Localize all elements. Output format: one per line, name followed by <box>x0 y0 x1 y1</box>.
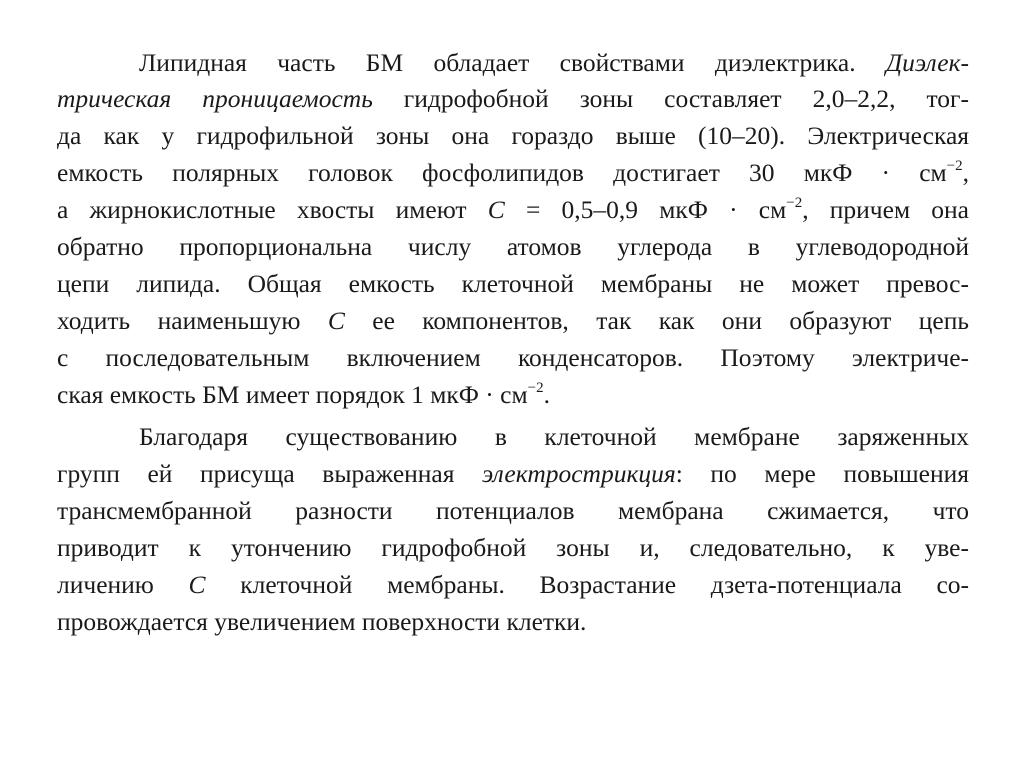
text-run: личению <box>57 570 189 599</box>
italic-text: С <box>327 306 345 335</box>
text-line <box>57 528 969 568</box>
text-line <box>57 301 969 341</box>
text-line <box>57 454 969 494</box>
text-run: приводит к утончению гидрофобной зоны и, следовательно, к уве- <box>57 533 969 562</box>
text-line <box>57 79 969 119</box>
text-run: клеточной мембраны. Возрастание дзета-потенциала со- <box>205 570 969 599</box>
italic-text: С <box>487 195 505 224</box>
text-run: обратно пропорциональна числу атомов углерода в углеводородной <box>57 232 969 261</box>
text-run: групп ей присуща выраженная <box>57 459 483 488</box>
text-line <box>57 338 969 378</box>
text-line <box>139 43 969 83</box>
document-page <box>57 43 969 653</box>
text-line <box>57 153 969 193</box>
text-run: ее компонентов, так как они образуют цепь <box>344 306 969 335</box>
italic-text: С <box>188 570 206 599</box>
text-line <box>57 190 969 230</box>
text-line <box>57 565 969 605</box>
text-line <box>57 264 969 304</box>
text-run: гидрофобной зоны составляет 2,0–2,2, тог- <box>372 84 969 113</box>
text-run: = 0,5–0,9 мкФ · см <box>504 195 787 224</box>
text-run: а жирнокислотные хвосты имеют <box>57 195 488 224</box>
text-line <box>57 227 969 267</box>
text-line <box>57 602 969 642</box>
text-run: с последовательным включением конденсаторов. Поэтому электриче- <box>57 343 969 372</box>
italic-text: электрострикция <box>482 459 676 488</box>
superscript: −2 <box>527 380 544 396</box>
text-line <box>57 491 969 531</box>
text-run: , причем она <box>802 195 969 224</box>
text-run: ходить наименьшую <box>57 306 328 335</box>
superscript: −2 <box>946 158 963 174</box>
text-run: : по мере повышения <box>675 459 969 488</box>
text-line <box>57 116 969 156</box>
italic-text: Диэлек- <box>885 48 969 77</box>
text-line <box>57 375 969 415</box>
text-run: Благодаря существованию в клеточной мембране заряженных <box>139 422 969 451</box>
superscript: −2 <box>786 195 803 211</box>
italic-text: трическая проницаемость <box>57 84 373 113</box>
text-run: цепи липида. Общая емкость клеточной мембраны не может превос- <box>57 269 969 298</box>
text-run: провождается увеличением поверхности клетки. <box>57 607 587 636</box>
text-run: трансмембранной разности потенциалов мембрана сжимается, что <box>57 496 969 525</box>
text-run: . <box>543 380 550 409</box>
text-run: да как у гидрофильной зоны она гораздо выше (10–20). Электрическая <box>57 121 969 150</box>
text-run: емкость полярных головок фосфолипидов достигает 30 мкФ · см <box>57 158 947 187</box>
text-line <box>139 417 969 457</box>
text-run: Липидная часть БМ обладает свойствами диэлектрика. <box>139 48 886 77</box>
text-run: , <box>962 158 969 187</box>
text-run: ская емкость БМ имеет порядок 1 мкФ · см <box>57 380 528 409</box>
